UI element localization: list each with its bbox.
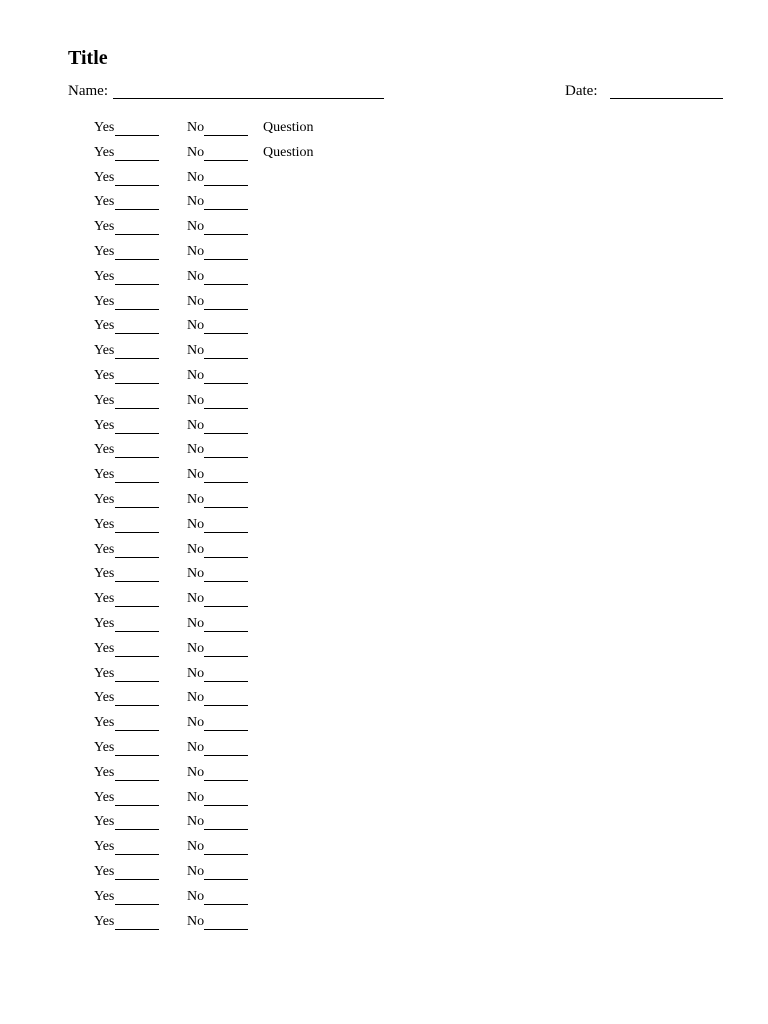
no-label: No (187, 764, 205, 780)
no-answer-line[interactable] (204, 185, 248, 186)
yes-label: Yes (94, 764, 115, 780)
checklist-row (0, 267, 768, 292)
yes-answer-line[interactable] (115, 755, 159, 756)
yes-answer-line[interactable] (115, 581, 159, 582)
no-answer-line[interactable] (204, 333, 248, 334)
checklist-row (0, 465, 768, 490)
no-label: No (187, 541, 205, 557)
checklist-row (0, 168, 768, 193)
yes-label: Yes (94, 243, 115, 259)
yes-label: Yes (94, 194, 115, 210)
no-label: No (187, 789, 205, 805)
checklist-row (0, 639, 768, 664)
yes-answer-line[interactable] (115, 557, 159, 558)
yes-label: Yes (94, 219, 115, 235)
no-answer-line[interactable] (204, 532, 248, 533)
no-label: No (187, 491, 205, 507)
yes-answer-line[interactable] (115, 606, 159, 607)
yes-label: Yes (94, 268, 115, 284)
question-text: Question (263, 120, 314, 135)
no-answer-line[interactable] (204, 259, 248, 260)
no-answer-line[interactable] (204, 408, 248, 409)
yes-label: Yes (94, 739, 115, 755)
no-answer-line[interactable] (204, 780, 248, 781)
checklist-row (0, 490, 768, 515)
checklist-row (0, 242, 768, 267)
yes-label: Yes (94, 665, 115, 681)
no-label: No (187, 120, 205, 135)
no-label: No (187, 367, 205, 383)
checklist-row (0, 540, 768, 565)
yes-answer-line[interactable] (115, 854, 159, 855)
yes-label: Yes (94, 169, 115, 185)
checklist-row (0, 837, 768, 862)
yes-label: Yes (94, 541, 115, 557)
yes-label: Yes (94, 392, 115, 408)
no-answer-line[interactable] (204, 854, 248, 855)
no-answer-line[interactable] (204, 705, 248, 706)
checklist-row (0, 391, 768, 416)
yes-label: Yes (94, 789, 115, 805)
no-label: No (187, 268, 205, 284)
yes-answer-line[interactable] (115, 333, 159, 334)
no-answer-line[interactable] (204, 482, 248, 483)
yes-label: Yes (94, 318, 115, 334)
yes-answer-line[interactable] (115, 507, 159, 508)
no-label: No (187, 343, 205, 359)
no-answer-line[interactable] (204, 681, 248, 682)
yes-answer-line[interactable] (115, 135, 159, 136)
no-label: No (187, 913, 205, 929)
checklist-row (0, 664, 768, 689)
yes-label: Yes (94, 120, 115, 135)
checklist-row (0, 316, 768, 341)
no-answer-line[interactable] (204, 433, 248, 434)
yes-label: Yes (94, 343, 115, 359)
yes-answer-line[interactable] (115, 160, 159, 161)
yes-label: Yes (94, 690, 115, 706)
document-title: Title (68, 47, 108, 69)
yes-answer-line[interactable] (115, 879, 159, 880)
yes-answer-line[interactable] (115, 209, 159, 210)
no-label: No (187, 839, 205, 855)
yes-answer-line[interactable] (115, 433, 159, 434)
date-field-line[interactable] (610, 98, 723, 99)
yes-answer-line[interactable] (115, 383, 159, 384)
yes-label: Yes (94, 144, 115, 160)
yes-label: Yes (94, 615, 115, 631)
no-answer-line[interactable] (204, 805, 248, 806)
yes-label: Yes (94, 814, 115, 830)
checklist-row (0, 589, 768, 614)
no-label: No (187, 417, 205, 433)
checklist-row (0, 143, 768, 168)
no-label: No (187, 690, 205, 706)
no-answer-line[interactable] (204, 829, 248, 830)
question-text: Question (263, 144, 314, 160)
no-answer-line[interactable] (204, 234, 248, 235)
yes-answer-line[interactable] (115, 805, 159, 806)
checklist-row (0, 713, 768, 738)
header-fields (68, 82, 724, 102)
no-label: No (187, 715, 205, 731)
no-label: No (187, 863, 205, 879)
no-answer-line[interactable] (204, 358, 248, 359)
yes-label: Yes (94, 367, 115, 383)
no-label: No (187, 615, 205, 631)
no-answer-line[interactable] (204, 135, 248, 136)
yes-answer-line[interactable] (115, 408, 159, 409)
no-answer-line[interactable] (204, 507, 248, 508)
yes-answer-line[interactable] (115, 482, 159, 483)
yes-answer-line[interactable] (115, 829, 159, 830)
checklist-row (0, 738, 768, 763)
yes-label: Yes (94, 863, 115, 879)
no-answer-line[interactable] (204, 309, 248, 310)
no-answer-line[interactable] (204, 606, 248, 607)
yes-answer-line[interactable] (115, 904, 159, 905)
yes-answer-line[interactable] (115, 309, 159, 310)
no-label: No (187, 665, 205, 681)
no-answer-line[interactable] (204, 904, 248, 905)
checklist-row (0, 887, 768, 912)
yes-label: Yes (94, 491, 115, 507)
yes-answer-line[interactable] (115, 681, 159, 682)
yes-label: Yes (94, 591, 115, 607)
checklist-row (0, 515, 768, 540)
checklist-row (0, 341, 768, 366)
no-label: No (187, 318, 205, 334)
no-label: No (187, 566, 205, 582)
no-label: No (187, 442, 205, 458)
no-label: No (187, 888, 205, 904)
no-answer-line[interactable] (204, 755, 248, 756)
checklist-row (0, 688, 768, 713)
yes-answer-line[interactable] (115, 457, 159, 458)
yes-answer-line[interactable] (115, 730, 159, 731)
yes-answer-line[interactable] (115, 259, 159, 260)
no-label: No (187, 640, 205, 656)
yes-label: Yes (94, 467, 115, 483)
checklist-row (0, 812, 768, 837)
checklist-row (0, 912, 768, 937)
yes-label: Yes (94, 417, 115, 433)
yes-label: Yes (94, 516, 115, 532)
no-label: No (187, 516, 205, 532)
yes-answer-line[interactable] (115, 631, 159, 632)
no-label: No (187, 293, 205, 309)
yes-label: Yes (94, 888, 115, 904)
yes-label: Yes (94, 442, 115, 458)
yes-label: Yes (94, 640, 115, 656)
no-label: No (187, 392, 205, 408)
yes-label: Yes (94, 566, 115, 582)
no-answer-line[interactable] (204, 879, 248, 880)
no-answer-line[interactable] (204, 160, 248, 161)
yes-answer-line[interactable] (115, 532, 159, 533)
no-label: No (187, 814, 205, 830)
yes-label: Yes (94, 913, 115, 929)
yes-answer-line[interactable] (115, 284, 159, 285)
yes-label: Yes (94, 715, 115, 731)
checklist-row (0, 788, 768, 813)
checklist-row (0, 366, 768, 391)
no-label: No (187, 467, 205, 483)
checklist-row (0, 118, 768, 143)
no-answer-line[interactable] (204, 581, 248, 582)
no-label: No (187, 739, 205, 755)
checklist-row (0, 192, 768, 217)
yes-label: Yes (94, 293, 115, 309)
no-answer-line[interactable] (204, 557, 248, 558)
yes-answer-line[interactable] (115, 656, 159, 657)
no-label: No (187, 169, 205, 185)
yes-label: Yes (94, 839, 115, 855)
name-field-line[interactable] (113, 98, 384, 99)
checklist-row (0, 614, 768, 639)
yes-answer-line[interactable] (115, 358, 159, 359)
checklist-row (0, 292, 768, 317)
no-answer-line[interactable] (204, 631, 248, 632)
no-label: No (187, 194, 205, 210)
no-label: No (187, 219, 205, 235)
checklist-row (0, 862, 768, 887)
checklist-row (0, 440, 768, 465)
yes-answer-line[interactable] (115, 234, 159, 235)
yes-answer-line[interactable] (115, 705, 159, 706)
no-label: No (187, 144, 205, 160)
checklist-row (0, 416, 768, 441)
yes-answer-line[interactable] (115, 185, 159, 186)
no-answer-line[interactable] (204, 730, 248, 731)
name-label: Name: (68, 83, 108, 99)
checklist-row (0, 217, 768, 242)
checklist (0, 118, 768, 936)
checklist-row (0, 763, 768, 788)
checklist-row (0, 564, 768, 589)
no-answer-line[interactable] (204, 656, 248, 657)
no-label: No (187, 591, 205, 607)
no-answer-line[interactable] (204, 929, 248, 930)
date-label: Date: (565, 83, 598, 99)
no-label: No (187, 243, 205, 259)
no-answer-line[interactable] (204, 209, 248, 210)
yes-answer-line[interactable] (115, 929, 159, 930)
yes-answer-line[interactable] (115, 780, 159, 781)
no-answer-line[interactable] (204, 457, 248, 458)
no-answer-line[interactable] (204, 284, 248, 285)
no-answer-line[interactable] (204, 383, 248, 384)
